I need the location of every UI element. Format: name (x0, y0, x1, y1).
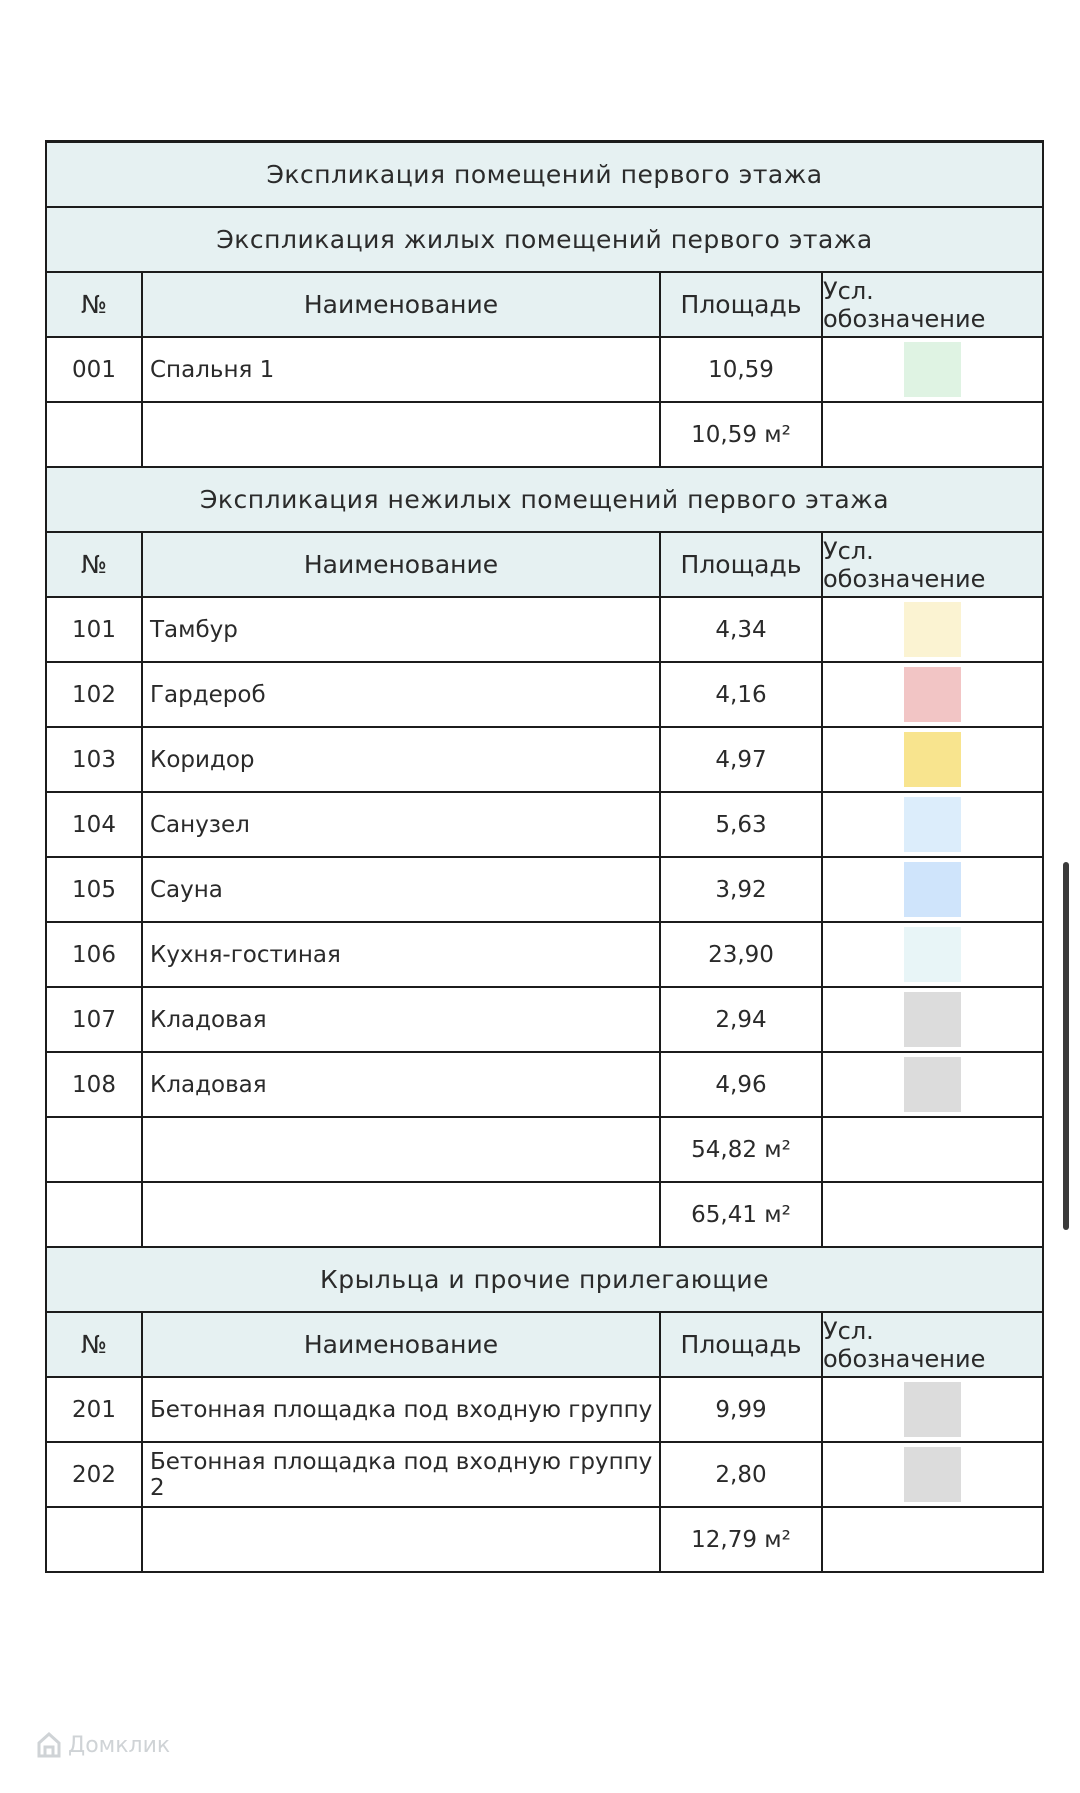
main-title: Экспликация помещений первого этажа (266, 160, 823, 189)
header-no: № (47, 1313, 143, 1376)
legend-cell (823, 598, 1044, 661)
table-row (47, 728, 1044, 793)
room-name: Бетонная площадка под входную группу 2 (143, 1443, 661, 1506)
legend-cell (823, 1443, 1044, 1506)
total-area: 54,82 м² (661, 1118, 823, 1181)
legend-swatch (904, 667, 961, 722)
room-number: 107 (47, 988, 143, 1051)
legend-cell (823, 1053, 1044, 1116)
room-name: Гардероб (143, 663, 661, 726)
table-row (47, 598, 1044, 663)
section-title: Экспликация нежилых помещений первого этажа (199, 485, 890, 514)
room-name: Санузел (143, 793, 661, 856)
legend-cell (823, 858, 1044, 921)
total-name (143, 403, 661, 466)
section-title: Экспликация жилых помещений первого этажа (216, 225, 873, 254)
watermark-label: Домклик (68, 1732, 171, 1758)
legend-cell (823, 728, 1044, 791)
room-name: Тамбур (143, 598, 661, 661)
room-area: 5,63 (661, 793, 823, 856)
table-row (47, 988, 1044, 1053)
legend-cell (823, 793, 1044, 856)
legend-cell (823, 663, 1044, 726)
total-area: 10,59 м² (661, 403, 823, 466)
room-area: 4,97 (661, 728, 823, 791)
total-no (47, 403, 143, 466)
total-name (143, 1183, 661, 1246)
room-area: 23,90 (661, 923, 823, 986)
table-row (47, 793, 1044, 858)
header-mark: Усл. обозначение (823, 1313, 1044, 1376)
section-title: Крыльца и прочие прилегающие (320, 1265, 769, 1294)
legend-swatch (904, 602, 961, 657)
legend-cell (823, 923, 1044, 986)
total-row (47, 403, 1044, 468)
table-row (47, 923, 1044, 988)
room-number: 001 (47, 338, 143, 401)
room-area: 2,80 (661, 1443, 823, 1506)
legend-swatch (904, 1447, 961, 1502)
section-title-row (47, 208, 1044, 273)
legend-swatch (904, 797, 961, 852)
room-name: Бетонная площадка под входную группу (143, 1378, 661, 1441)
room-number: 105 (47, 858, 143, 921)
header-name: Наименование (143, 273, 661, 336)
legend-swatch (904, 1057, 961, 1112)
table-row (47, 1053, 1044, 1118)
room-name: Кладовая (143, 988, 661, 1051)
house-logo-icon (36, 1731, 62, 1759)
total-no (47, 1508, 143, 1571)
table-row (47, 1378, 1044, 1443)
room-number: 103 (47, 728, 143, 791)
total-no (47, 1118, 143, 1181)
room-area: 4,34 (661, 598, 823, 661)
room-name: Спальня 1 (143, 338, 661, 401)
total-row (47, 1508, 1044, 1573)
table-row (47, 1443, 1044, 1508)
header-row (47, 533, 1044, 598)
room-area: 3,92 (661, 858, 823, 921)
room-area: 10,59 (661, 338, 823, 401)
room-number: 102 (47, 663, 143, 726)
room-number: 106 (47, 923, 143, 986)
room-number: 202 (47, 1443, 143, 1506)
total-name (143, 1118, 661, 1181)
legend-swatch (904, 862, 961, 917)
header-name: Наименование (143, 1313, 661, 1376)
table-row (47, 338, 1044, 403)
room-number: 108 (47, 1053, 143, 1116)
header-row (47, 273, 1044, 338)
total-area: 65,41 м² (661, 1183, 823, 1246)
table-row (47, 858, 1044, 923)
room-area: 4,16 (661, 663, 823, 726)
total-mark (823, 1118, 1044, 1181)
header-name: Наименование (143, 533, 661, 596)
total-name (143, 1508, 661, 1571)
total-mark (823, 403, 1044, 466)
room-name: Кухня-гостиная (143, 923, 661, 986)
total-row (47, 1118, 1044, 1183)
legend-swatch (904, 732, 961, 787)
scrollbar[interactable] (1063, 862, 1069, 1230)
room-name: Сауна (143, 858, 661, 921)
main-title-row (47, 143, 1044, 208)
domclick-watermark (36, 1731, 170, 1759)
room-area: 4,96 (661, 1053, 823, 1116)
sections-container (47, 208, 1044, 1573)
legend-swatch (904, 992, 961, 1047)
room-area: 2,94 (661, 988, 823, 1051)
room-number: 104 (47, 793, 143, 856)
legend-cell (823, 1378, 1044, 1441)
explication-table (45, 140, 1044, 1573)
header-mark: Усл. обозначение (823, 273, 1044, 336)
room-number: 201 (47, 1378, 143, 1441)
total-mark (823, 1183, 1044, 1246)
legend-swatch (904, 342, 961, 397)
room-number: 101 (47, 598, 143, 661)
total-row (47, 1183, 1044, 1248)
room-name: Кладовая (143, 1053, 661, 1116)
header-area: Площадь (661, 1313, 823, 1376)
section-title-row (47, 468, 1044, 533)
table-row (47, 663, 1044, 728)
legend-cell (823, 338, 1044, 401)
header-mark: Усл. обозначение (823, 533, 1044, 596)
section-title-row (47, 1248, 1044, 1313)
header-area: Площадь (661, 273, 823, 336)
header-no: № (47, 273, 143, 336)
total-no (47, 1183, 143, 1246)
total-mark (823, 1508, 1044, 1571)
header-area: Площадь (661, 533, 823, 596)
header-row (47, 1313, 1044, 1378)
room-name: Коридор (143, 728, 661, 791)
legend-swatch (904, 927, 961, 982)
header-no: № (47, 533, 143, 596)
legend-swatch (904, 1382, 961, 1437)
legend-cell (823, 988, 1044, 1051)
room-area: 9,99 (661, 1378, 823, 1441)
total-area: 12,79 м² (661, 1508, 823, 1571)
